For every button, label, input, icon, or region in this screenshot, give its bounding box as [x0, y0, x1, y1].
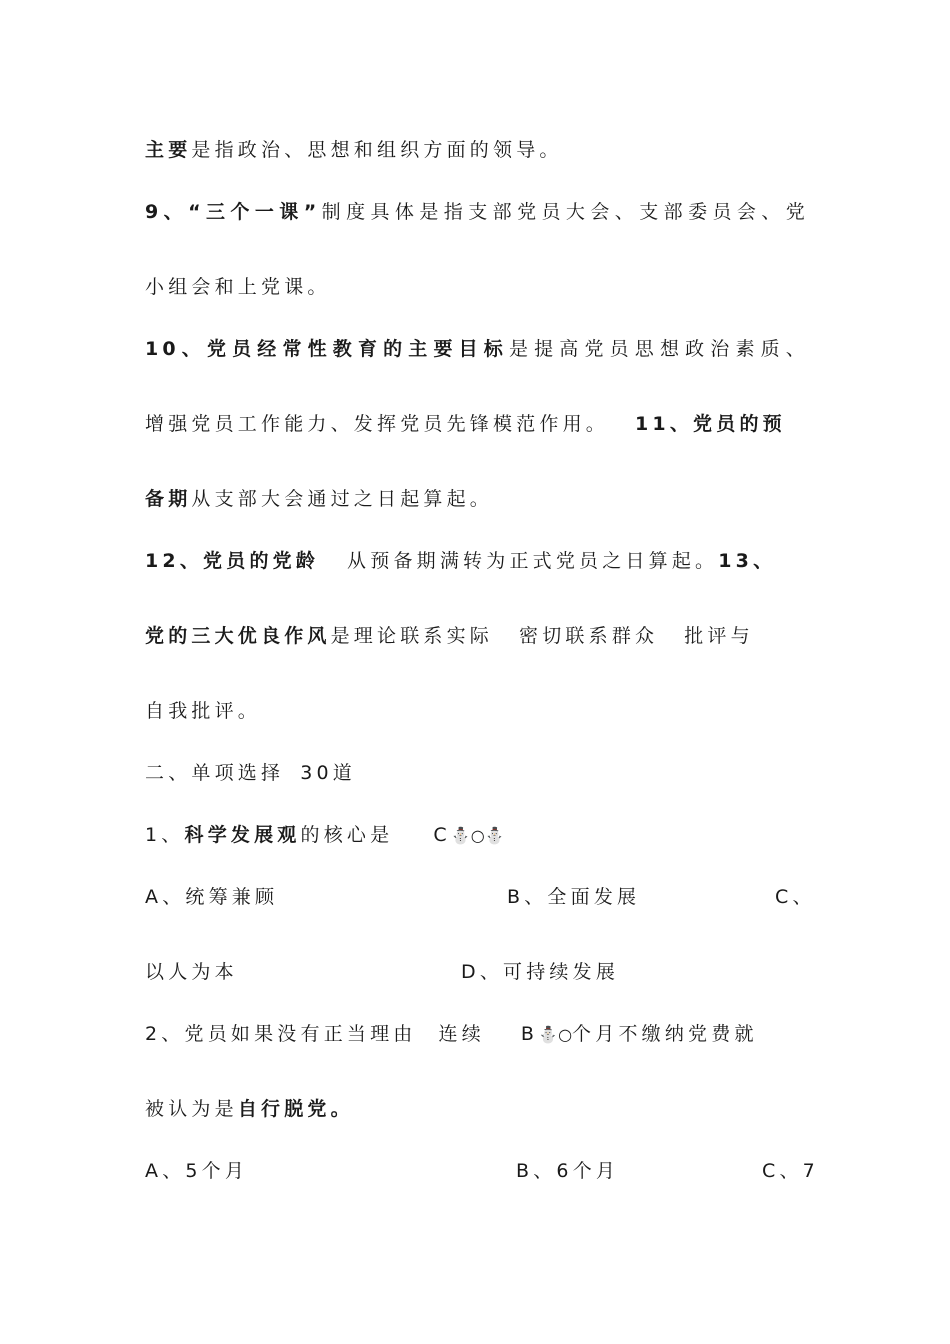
punctuation: 。: [330, 1098, 354, 1120]
question-2: [145, 1019, 809, 1049]
question-2-cont: [145, 1094, 809, 1124]
text-run: 从支部大会通过之日起算起。: [191, 488, 494, 510]
options-row-1: [145, 882, 816, 912]
item-heading: 12、党员的党龄: [145, 550, 320, 572]
option-d: D、可持续发展: [461, 961, 620, 983]
text-run: 增强党员工作能力、发挥党员先锋模范作用。: [145, 413, 610, 435]
line-9: [145, 696, 809, 726]
text-run: 制度具体是指支部党员大会、支部委员会、党: [320, 201, 809, 223]
bold-term: 备期: [145, 488, 192, 510]
garbled-symbols: ⛄○: [538, 1025, 573, 1044]
item-heading: 11、党员的预: [635, 413, 786, 435]
section-title: 二、单项选择: [145, 762, 285, 784]
question-text: 个月不缴纳党费就: [572, 1023, 758, 1045]
option-a: A、5个月: [145, 1160, 249, 1182]
question-1: [145, 820, 809, 850]
text-run: 是指政治、思想和组织方面的领导。: [191, 139, 563, 161]
text-run: 是理论联系实际: [330, 625, 494, 647]
line-7: [145, 546, 809, 576]
options-row-3: [145, 1156, 819, 1186]
option-c-label: C、: [775, 886, 816, 908]
bold-term: 科学发展观: [184, 824, 301, 846]
question-text: 被认为是: [145, 1098, 238, 1120]
question-number: 1、: [145, 824, 185, 846]
text-run: 是提高党员思想政治素质、: [508, 338, 809, 360]
text-run: 密切联系群众: [519, 625, 659, 647]
option-a: A、统筹兼顾: [145, 886, 279, 908]
garbled-symbols: ⛄○⛄: [450, 826, 505, 845]
text-run: 从预备期满转为正式党员之日算起。: [347, 550, 719, 572]
bold-term: 自行脱党: [237, 1098, 331, 1120]
text-run: 自我批评。: [145, 700, 262, 722]
text-run: 小组会和上党课。: [145, 276, 331, 298]
option-c-text: 以人为本: [145, 961, 238, 983]
bold-term: 主要: [145, 139, 192, 161]
line-8: [145, 621, 809, 651]
options-row-2: [145, 957, 809, 987]
line-3: [145, 272, 809, 302]
answer-letter: B: [520, 1023, 539, 1045]
question-text: 连续: [438, 1023, 485, 1045]
answer-letter: C: [433, 824, 451, 846]
item-heading: 13、: [718, 550, 777, 572]
question-text: 的核心是: [300, 824, 394, 846]
option-c: C、7: [762, 1160, 819, 1182]
item-heading: 10、党员经常性教育的主要目标: [145, 338, 509, 360]
line-1: [145, 135, 809, 165]
text-run: 批评与: [684, 625, 754, 647]
line-6: [145, 484, 809, 514]
question-count: 30道: [300, 762, 356, 784]
option-b: B、6个月: [516, 1160, 620, 1182]
bold-term: 党的三大优良作风: [145, 625, 331, 647]
line-4: [145, 334, 809, 364]
question-text: 2、党员如果没有正当理由: [145, 1023, 417, 1045]
line-2: [145, 197, 809, 227]
section-heading: [145, 758, 809, 788]
option-b: B、全面发展: [507, 886, 641, 908]
item-heading: 9、“三个一课”: [145, 201, 321, 223]
line-5: [145, 409, 809, 439]
